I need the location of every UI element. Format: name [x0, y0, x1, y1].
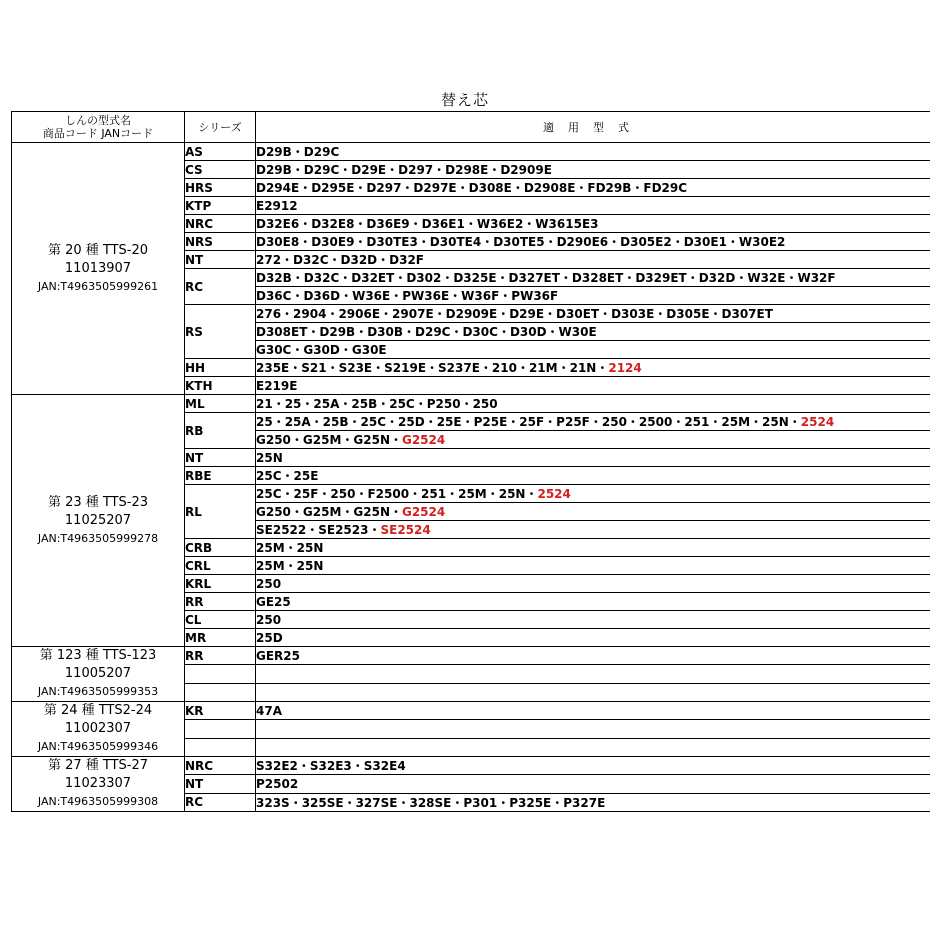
- applicable-models-cell: [256, 395, 930, 413]
- series-cell: NT: [185, 251, 256, 269]
- series-cell: [185, 720, 256, 738]
- series-cell: CRB: [185, 539, 256, 557]
- applicable-models-cell: [256, 521, 930, 539]
- table-row: [12, 395, 930, 413]
- applicable-models-text: 250: [256, 576, 282, 591]
- header-model-line1: しんの型式名: [65, 114, 131, 127]
- series-cell: RL: [185, 485, 256, 539]
- applicable-models-cell: [256, 593, 930, 611]
- applicable-models-cell: [256, 757, 930, 775]
- applicable-models-text: E219E: [256, 378, 298, 393]
- product-code: 11005207: [64, 666, 132, 681]
- applicable-models-cell: [256, 179, 930, 197]
- applicable-models-text: G30C・G30D・G30E: [256, 343, 387, 357]
- header-series: シリーズ: [185, 112, 256, 143]
- applicable-models-text: 276・2904・2906E・2907E・D2909E・D29E・D30ET・D303E・D305E・D307ET: [256, 307, 773, 321]
- applicable-models-text: S32E2・S32E3・S32E4: [256, 759, 406, 774]
- applicable-models-cell: [256, 215, 930, 233]
- series-cell: KTH: [185, 377, 256, 395]
- product-code: 11025207: [64, 512, 132, 528]
- jan-code: JAN:T4963505999261: [37, 279, 159, 293]
- jan-code: JAN:T4963505999308: [37, 795, 159, 808]
- applicable-models-cell: [256, 323, 930, 341]
- applicable-models-cell: [256, 143, 930, 161]
- applicable-models-cell: [256, 665, 930, 683]
- model-cell: [12, 757, 185, 812]
- applicable-models-cell: [256, 161, 930, 179]
- applicable-models-cell: [256, 233, 930, 251]
- applicable-models-text: D32E6・D32E8・D36E9・D36E1・W36E2・W3615E3: [256, 217, 599, 231]
- series-cell: MR: [185, 629, 256, 647]
- series-cell: NRC: [185, 757, 256, 775]
- applicable-models-cell: [256, 702, 930, 720]
- applicable-models-cell: [256, 539, 930, 557]
- header-model-line2: 商品コード JANコード: [42, 127, 154, 140]
- model-name: 第 27 種 TTS-27: [47, 758, 149, 773]
- applicable-models-text: 250: [256, 612, 282, 627]
- applicable-models-text: P2502: [256, 776, 299, 791]
- refill-compatibility-table: [11, 111, 930, 812]
- series-cell: RBE: [185, 467, 256, 485]
- series-cell: KTP: [185, 197, 256, 215]
- applicable-models-text: 25M・25N: [256, 559, 324, 573]
- applicable-models-text: D294E・D295E・D297・D297E・D308E・D2908E・FD29B・FD29C: [256, 181, 688, 195]
- series-cell: NT: [185, 775, 256, 793]
- new-model-highlight: 2124: [608, 361, 642, 375]
- applicable-models-cell: [256, 720, 930, 738]
- applicable-models-cell: [256, 683, 930, 701]
- new-model-highlight: 2524: [800, 415, 835, 429]
- product-code: 11023307: [64, 776, 132, 791]
- applicable-models-text: D308ET・D29B・D30B・D29C・D30C・D30D・W30E: [256, 325, 597, 339]
- series-cell: RB: [185, 413, 256, 449]
- series-cell: NRC: [185, 215, 256, 233]
- model-cell: [12, 647, 185, 702]
- applicable-models-cell: [256, 485, 930, 503]
- model-cell: [12, 395, 185, 647]
- series-cell: AS: [185, 143, 256, 161]
- applicable-models-text: 25N: [256, 450, 283, 465]
- new-model-highlight: 2524: [537, 487, 571, 501]
- applicable-models-text: 47A: [256, 703, 282, 718]
- model-name: 第 123 種 TTS-123: [39, 648, 157, 663]
- series-cell: [185, 738, 256, 756]
- applicable-models-cell: [256, 611, 930, 629]
- applicable-models-cell: [256, 793, 930, 811]
- model-name: 第 23 種 TTS-23: [47, 494, 149, 510]
- series-cell: HRS: [185, 179, 256, 197]
- applicable-models-text: 235E・S21・S23E・S219E・S237E・210・21M・21N・: [256, 361, 609, 375]
- applicable-models-cell: [256, 269, 930, 287]
- series-cell: CS: [185, 161, 256, 179]
- applicable-models-cell: [256, 413, 930, 431]
- series-cell: RC: [185, 793, 256, 811]
- jan-code: JAN:T4963505999346: [37, 740, 159, 753]
- series-cell: KR: [185, 702, 256, 720]
- applicable-models-cell: [256, 305, 930, 323]
- series-cell: NT: [185, 449, 256, 467]
- table-row: [12, 143, 930, 161]
- series-cell: CL: [185, 611, 256, 629]
- table-row: [12, 757, 930, 775]
- model-cell: [12, 702, 185, 757]
- table-body: [12, 143, 930, 812]
- series-cell: HH: [185, 359, 256, 377]
- model-name: 第 20 種 TTS-20: [47, 242, 149, 258]
- applicable-models-text: 25C・25E: [256, 469, 319, 483]
- applicable-models-cell: [256, 251, 930, 269]
- applicable-models-text: D32B・D32C・D32ET・D302・D325E・D327ET・D328ET・D329ET・D32D・W32E・W32F: [256, 271, 836, 285]
- applicable-models-text: D30E8・D30E9・D30TE3・D30TE4・D30TE5・D290E6・D305E2・D30E1・W30E2: [256, 235, 786, 249]
- model-cell: [12, 143, 185, 395]
- new-model-highlight: G2524: [401, 433, 446, 447]
- applicable-models-text: 323S・325SE・327SE・328SE・P301・P325E・P327E: [256, 795, 606, 810]
- series-cell: RR: [185, 647, 256, 665]
- series-cell: KRL: [185, 575, 256, 593]
- applicable-models-cell: [256, 359, 930, 377]
- applicable-models-text: G250・G25M・G25N・: [256, 433, 402, 447]
- applicable-models-text: D36C・D36D・W36E・PW36E・W36F・PW36F: [256, 289, 559, 303]
- table-header-row: [12, 112, 930, 143]
- applicable-models-text: 25・25A・25B・25C・25D・25E・P25E・25F・P25F・250・2500・251・25M・25N・: [256, 415, 801, 429]
- series-cell: CRL: [185, 557, 256, 575]
- series-cell: [185, 683, 256, 701]
- applicable-models-text: 25D: [256, 630, 283, 645]
- applicable-models-text: GER25: [256, 648, 300, 663]
- applicable-models-text: 21・25・25A・25B・25C・P250・250: [256, 397, 498, 411]
- product-code: 11013907: [64, 260, 132, 276]
- applicable-models-cell: [256, 341, 930, 359]
- new-model-highlight: SE2524: [380, 523, 431, 537]
- applicable-models-cell: [256, 197, 930, 215]
- jan-code: JAN:T4963505999278: [37, 531, 159, 545]
- applicable-models-cell: [256, 775, 930, 793]
- applicable-models-cell: [256, 575, 930, 593]
- applicable-models-cell: [256, 287, 930, 305]
- applicable-models-cell: [256, 377, 930, 395]
- new-model-highlight: G2524: [401, 505, 446, 519]
- series-cell: RS: [185, 305, 256, 359]
- table-row: [12, 647, 930, 665]
- applicable-models-cell: [256, 557, 930, 575]
- series-cell: RC: [185, 269, 256, 305]
- applicable-models-cell: [256, 629, 930, 647]
- product-code: 11002307: [64, 721, 132, 736]
- applicable-models-cell: [256, 467, 930, 485]
- page-title: 替え芯: [440, 91, 489, 109]
- applicable-models-text: D29B・D29C: [256, 145, 340, 159]
- applicable-models-text: E2912: [256, 198, 298, 213]
- table-row: [12, 702, 930, 720]
- series-cell: [185, 665, 256, 683]
- header-apply: 適用型式: [256, 112, 930, 143]
- applicable-models-text: 25M・25N: [256, 541, 324, 555]
- applicable-models-text: D29B・D29C・D29E・D297・D298E・D2909E: [256, 163, 552, 177]
- applicable-models-text: GE25: [256, 594, 291, 609]
- applicable-models-cell: [256, 449, 930, 467]
- model-name: 第 24 種 TTS2-24: [43, 703, 153, 718]
- header-model: [12, 112, 185, 143]
- applicable-models-cell: [256, 647, 930, 665]
- applicable-models-cell: [256, 431, 930, 449]
- applicable-models-cell: [256, 503, 930, 521]
- series-cell: ML: [185, 395, 256, 413]
- series-cell: NRS: [185, 233, 256, 251]
- applicable-models-text: SE2522・SE2523・: [256, 523, 381, 537]
- applicable-models-text: G250・G25M・G25N・: [256, 505, 402, 519]
- applicable-models-cell: [256, 738, 930, 756]
- series-cell: RR: [185, 593, 256, 611]
- applicable-models-text: 272・D32C・D32D・D32F: [256, 253, 424, 267]
- jan-code: JAN:T4963505999353: [37, 685, 159, 698]
- applicable-models-text: 25C・25F・250・F2500・251・25M・25N・: [256, 487, 538, 501]
